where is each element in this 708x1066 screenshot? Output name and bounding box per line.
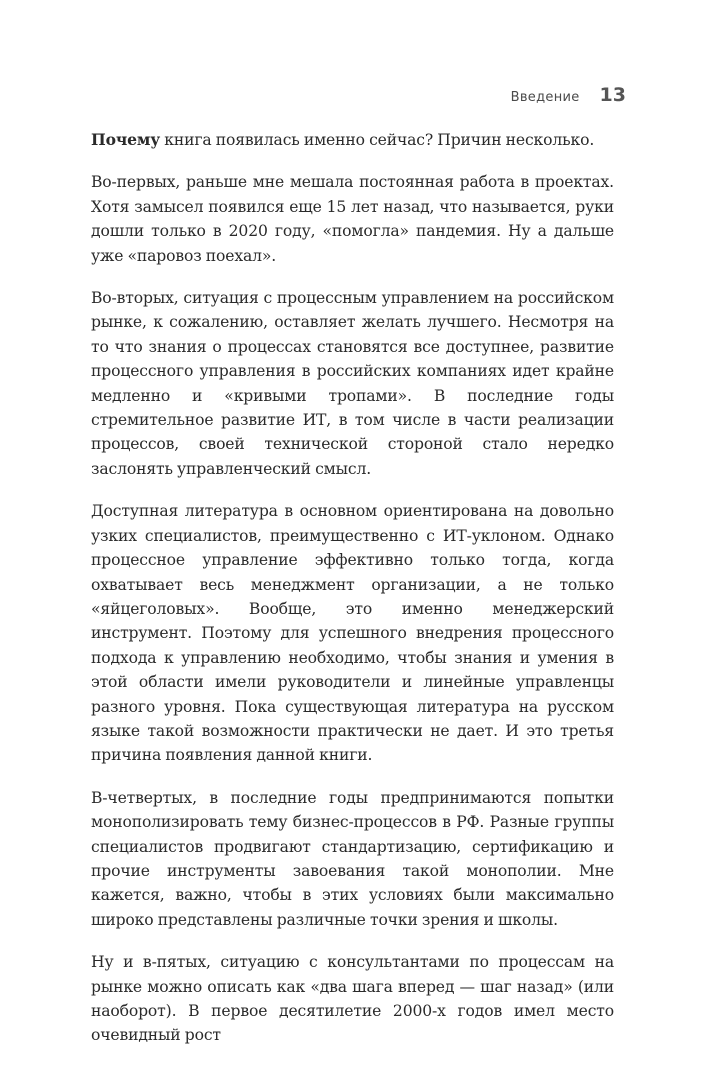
paragraph-1 (91, 128, 614, 152)
paragraph-3: Во-вторых, ситуация с процессным управлением на российском рынке, к сожалению, оставляет желать лучшего. Несмотря на то что знания о процессах становятся все доступнее, развитие процессного управления в российских компаниях идет крайне медленно и «кривыми тропами». В последние годы стремительное развитие ИТ, в том числе в части реализации процессов, своей технической стороной стало нередко заслонять управленческий смысл. (91, 289, 614, 478)
page-number: 13 (599, 84, 626, 106)
paragraph-6: Ну и в-пятых, ситуацию с консультантами по процессам на рынке можно описать как «два шага вперед — шаг назад» (или наоборот). В первое десятилетие 2000-х годов имел место очевидный рост (91, 953, 614, 1045)
paragraph-2: Во-первых, раньше мне мешала постоянная работа в проектах. Хотя замысел появился еще 15 лет назад, что называется, руки дошли только в 2020 году, «помогла» пандемия. Ну а дальше уже «паровоз поехал». (91, 173, 614, 265)
section-name: Введение (510, 90, 580, 105)
running-header (511, 84, 626, 106)
paragraph-1-lead-word: Почему (91, 130, 161, 149)
paragraph-5: В-четвертых, в последние годы предпринимаются попытки монополизировать тему бизнес-процессов в РФ. Разные группы специалистов продвигают стандартизацию, сертификацию и прочие инструменты завоевания такой монополии. Мне кажется, важно, чтобы в этих условиях были максимально широко представлены различные точки зрения и школы. (91, 788, 614, 929)
paragraph-4: Доступная литература в основном ориентирована на довольно узких специалистов, преимущественно с ИТ-уклоном. Однако процессное управление эффективно только тогда, когда охватывает весь менеджмент организации, а не только «яйцеголовых». Вообще, это именно менеджерский инструмент. Поэтому для успешного внедрения процессного подхода к управлению необходимо, чтобы знания и умения в этой области имели руководители и линейные управленцы разного уровня. Пока существующая литература на русском языке такой возможности практически не дает. И это третья причина появления данной книги. (91, 502, 614, 765)
paragraph-1-text: книга появилась именно сейчас? Причин несколько. (160, 131, 595, 149)
body-text (91, 128, 614, 1066)
